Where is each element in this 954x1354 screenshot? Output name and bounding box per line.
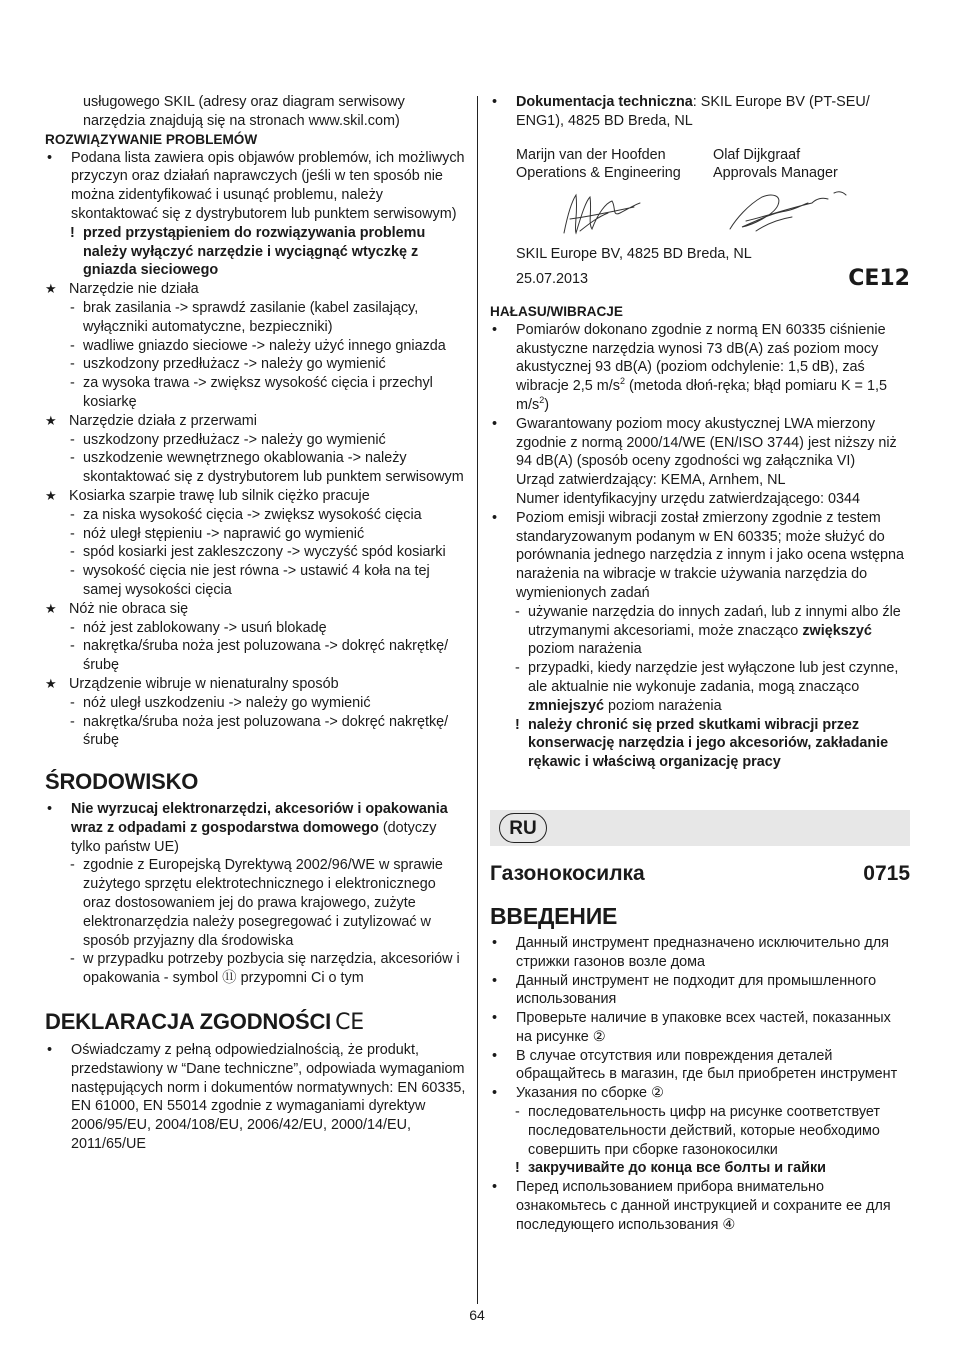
product-title-row xyxy=(490,860,910,888)
noise-measurement xyxy=(490,321,910,415)
problem-cause: - nóż jest zablokowany -> usuń blokadę xyxy=(45,619,467,638)
intro-item: • Перед использованием прибора внимательно ознакомьтесь с данной инструкцией и сохраните ее для последующего использования ④ xyxy=(490,1178,910,1234)
signatures-image xyxy=(516,183,896,245)
service-continuation: usługowego SKIL (adresy oraz diagram serwisowy narzędzia znajdują się na stronach www.skil.com) xyxy=(83,94,405,129)
problem-item: ★ Narzędzie działa z przerwami xyxy=(45,412,467,431)
vibration-text: używanie narzędzia do innych zadań, lub z innymi albo źle utrzymanymi akcesoriami, może znacząco xyxy=(528,603,901,639)
problem-cause: - nakrętka/śruba noża jest poluzowana -> dokręć nakrętkę/śrubę xyxy=(45,637,467,675)
problem-cause: - za wysoka trawa -> zwiększ wysokość cięcia i przechyl kosiarkę xyxy=(45,374,467,412)
environment-detail: - w przypadku potrzeby pozbycia się narzędzia, akcesoriów i opakowania - symbol ⑪ przypomni Ci o tym xyxy=(45,950,467,988)
tech-doc-label: Dokumentacja techniczna xyxy=(516,94,693,110)
column-divider xyxy=(477,96,478,1304)
language-bar xyxy=(490,810,910,846)
intro-item: • Указания по сборке ② xyxy=(490,1084,910,1103)
left-column xyxy=(45,93,467,1154)
vibration-text: poziom narażenia xyxy=(528,641,642,658)
problem-cause: - wysokość cięcia nie jest równa -> ustawić 4 koła na tej samej wysokości cięcia xyxy=(45,562,467,600)
problem-cause: - nakrętka/śruba noża jest poluzowana -> dokręć nakrętkę/śrubę xyxy=(45,713,467,751)
problem-item: ★ Kosiarka szarpie trawę lub silnik ciężko pracuje xyxy=(45,487,467,506)
intro-warning: ! закручивайте до конца все болты и гайки xyxy=(490,1159,910,1178)
environment-detail: - zgodnie z Europejską Dyrektywą 2002/96/WE w sprawie zużytego sprzętu elektrotechnicznego i elektronicznego oraz dostosowaniem jej do prawa krajowego, zużyte elektronarzędzia należy posegregować i zutylizować w sposób przyjazny dla środowiska xyxy=(45,856,467,950)
problem-cause: - uszkodzony przedłużacz -> należy go wymienić xyxy=(45,355,467,374)
declaration-date: 25.07.2013 xyxy=(516,270,589,287)
troubleshooting-heading: ROZWIĄZYWANIE PROBLEMÓW xyxy=(45,131,258,147)
language-badge: RU xyxy=(499,813,547,843)
problem-item: ★ Urządzenie wibruje w nienaturalny sposób xyxy=(45,675,467,694)
product-title: Газонокосилка xyxy=(490,861,645,885)
troubleshooting-intro: • Podana lista zawiera opis objawów problemów, ich możliwych przyczyn oraz działań naprawczych (jeśli w ten sposób nie można zidentyfikować i usunąć problemu, należy skontaktować się z dystrybutorem lub punktem serwisowym) xyxy=(45,149,467,224)
noise-text-c: ) xyxy=(544,396,549,413)
ce12-mark-icon: CE12 xyxy=(848,265,910,291)
troubleshooting-warning: ! przed przystąpieniem do rozwiązywania problemu należy wyłączyć narzędzie i wyciągnąć wtyczkę z gniazda sieciowego xyxy=(45,224,467,280)
date-line xyxy=(490,265,910,291)
environment-heading: ŚRODOWISKO xyxy=(45,769,199,795)
intro-item: • В случае отсутствия или повреждения деталей обращайтесь в магазин, где был приобретен инструмент xyxy=(490,1047,910,1085)
problem-cause: - wadliwe gniazdo sieciowe -> należy użyć innego gniazda xyxy=(45,337,467,356)
right-column xyxy=(490,93,910,1235)
vibration-text: poziom narażenia xyxy=(604,697,722,714)
vibration-emphasis: zwiększyć xyxy=(802,622,872,639)
product-code: 0715 xyxy=(863,861,910,885)
declaration-text: • Oświadczamy z pełną odpowiedzialnością, że produkt, przedstawiony w “Dane techniczne”, odpowiada wymaganiom następujących norm i dokumentów normatywnych: EN 60335, EN 61000, EN 55014 zgodnie z wymaganiami dyrektyw 2006/95/EU, 2004/108/EU, 2006/42/EU, 2000/14/EU, 2011/65/UE xyxy=(45,1041,467,1154)
tech-doc-bullet xyxy=(490,93,910,131)
signatories xyxy=(490,146,910,184)
noise-text-a: Pomiarów dokonano zgodnie z normą EN 60335 ciśnienie akustyczne narzędzia wynosi 73 dB(A) zaś poziom mocy akustycznej 93 dB(A) (poziom odchylenie: 1,5 dB), zaś wibracje 2,5 m/s xyxy=(516,321,886,395)
vibration-text: przypadki, kiedy narzędzie jest wyłączone lub jest czynne, ale aktualnie nie wykonuje zadania, mogą znacząco xyxy=(528,660,899,695)
approval-id: Numer identyfikacyjny urzędu zatwierdzającego: 0344 xyxy=(516,490,860,507)
signatory-1 xyxy=(516,146,713,184)
approval-office: Urząd zatwierdzający: KEMA, Arnhem, NL xyxy=(516,472,786,489)
ce-mark-icon: CE xyxy=(335,1010,364,1036)
intro-item: • Данный инструмент не подходит для промышленного использования xyxy=(490,972,910,1010)
vibration-detail xyxy=(490,659,910,715)
superscript: 2 xyxy=(539,395,545,406)
vibration-detail xyxy=(490,603,910,659)
signatures xyxy=(490,183,910,245)
declaration-heading xyxy=(45,1008,467,1037)
intro-heading: ВВЕДЕНИЕ xyxy=(490,902,618,929)
signatory-1-name: Marijn van der Hoofden xyxy=(516,146,666,163)
page-number: 64 xyxy=(469,1307,485,1323)
environment-note: (dotyczy tylko państw UE) xyxy=(71,819,437,855)
problem-cause: - uszkodzony przedłużacz -> należy go wymienić xyxy=(45,431,467,450)
problem-cause: - spód kosiarki jest zakleszczony -> wyczyść spód kosiarki xyxy=(45,543,467,562)
problem-cause: - uszkodzenie wewnętrznego okablowania -> należy skontaktować się z dystrybutorem lub punktem serwisowym xyxy=(45,449,467,487)
problem-item: ★ Nóż nie obraca się xyxy=(45,600,467,619)
signatory-1-title: Operations & Engineering xyxy=(516,165,681,182)
problem-item: ★ Narzędzie nie działa xyxy=(45,280,467,299)
signatory-2-name: Olaf Dijkgraaf xyxy=(713,146,801,163)
problem-cause: - nóż uległ uszkodzeniu -> należy go wymienić xyxy=(45,694,467,713)
noise-text-b: (metoda dłoń-ręka; błąd pomiaru K = 1,5 m/s xyxy=(516,378,887,413)
tech-doc-address: : SKIL Europe BV (PT-SEU/ ENG1), 4825 BD Breda, NL xyxy=(516,94,870,129)
problem-cause: - brak zasilania -> sprawdź zasilanie (kabel zasilający, wyłączniki automatyczne, bezpieczniki) xyxy=(45,299,467,337)
environment-bold-text: Nie wyrzucaj elektronarzędzi, akcesoriów i opakowania wraz z odpadami z gospodarstwa domowego xyxy=(71,801,448,836)
intro-subitem: - последовательность цифр на рисунке соответствует последовательности действий, которые необходимо совершить при сборке газонокосилки xyxy=(490,1103,910,1159)
problem-cause: - nóż uległ stępieniu -> naprawić go wymienić xyxy=(45,525,467,544)
declaration-heading-text: DEKLARACJA ZGODNOŚCI xyxy=(45,1009,332,1035)
vibration-emission: • Poziom emisji wibracji został zmierzony zgodnie z testem standaryzowanym podanym w EN 60335; może służyć do porównania jednego narzędzia z innym i jako ocena wstępna narażenia na wibracje w trakcie używania narzędzia do wymienionych zadań xyxy=(490,509,910,603)
noise-guaranteed: • Gwarantowany poziom mocy akustycznej LWA mierzony zgodnie z normą 2000/14/WE (EN/ISO 3744) jest niższy niż 94 dB(A) (sposób oceny zgodności wg załącznika VI) xyxy=(490,415,910,471)
vibration-emphasis: zmniejszyć xyxy=(528,697,604,714)
vibration-warning: ! należy chronić się przed skutkami wibracji przez konserwację narzędzia i jego akcesoriów, zakładanie rękawic i właściwą organizację pracy xyxy=(490,716,910,772)
problem-cause: - za niska wysokość cięcia -> zwiększ wysokość cięcia xyxy=(45,506,467,525)
intro-item: • Проверьте наличие в упаковке всех частей, показанных на рисунке ② xyxy=(490,1009,910,1047)
superscript: 2 xyxy=(619,376,625,387)
noise-heading: HAŁASU/WIBRACJE xyxy=(490,303,623,319)
intro-item: • Данный инструмент предназначено исключительно для стрижки газонов возле дома xyxy=(490,934,910,972)
signatory-2 xyxy=(713,146,910,184)
company-line: SKIL Europe BV, 4825 BD Breda, NL xyxy=(516,246,752,263)
environment-bullet xyxy=(45,800,467,856)
signatory-2-title: Approvals Manager xyxy=(713,165,838,182)
